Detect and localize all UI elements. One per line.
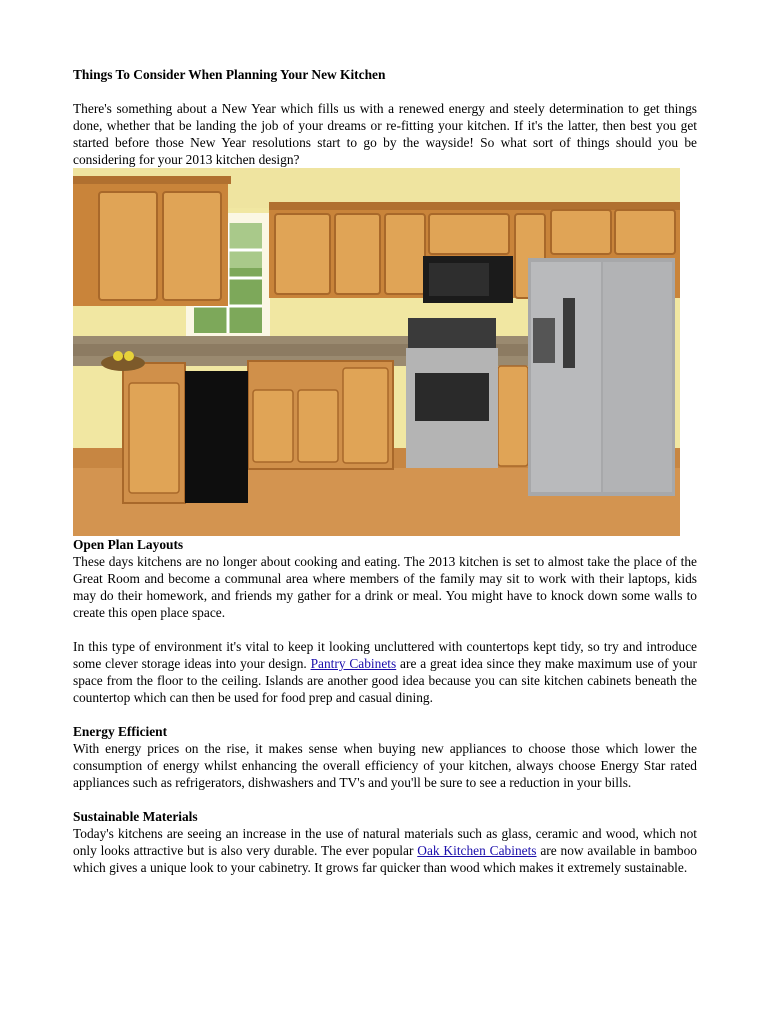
fruit-bowl: [101, 355, 145, 371]
page-title: Things To Consider When Planning Your New Kitchen: [73, 67, 386, 82]
microwave: [423, 256, 513, 303]
stove: [406, 318, 498, 468]
text-span: In this type of environment it's vital to keep it looking uncluttered with countertops kept tidy, so try and introduce some clever storage ideas into your design.: [73, 639, 697, 671]
kitchen-photo: [73, 168, 680, 536]
upper-cabinets-left: [73, 176, 231, 306]
pantry-cabinets-link[interactable]: Pantry Cabinets: [310, 656, 397, 671]
text-span: are now available in bamboo which gives a unique look to your cabinetry. It grows far quicker than wood which makes it extremely sustainable.: [73, 843, 697, 875]
document-content: [73, 66, 697, 876]
section-paragraph: [73, 638, 697, 706]
section-heading: Energy Efficient: [73, 724, 168, 739]
section-heading: Open Plan Layouts: [73, 537, 184, 552]
intro-paragraph: There's something about a New Year which fills us with a renewed energy and steely determination to get things done, whether that be landing the job of your dreams or re-fitting your kitchen. If it's the latter, then best you get started before those New Year resolutions start to go by the wayside! So what sort of things should you be considering for your 2013 kitchen design?: [73, 101, 697, 167]
section-paragraph: With energy prices on the rise, it makes sense when buying new appliances to choose those which lower the consumption of energy whilst enhancing the overall efficiency of your kitchen, always choose Energy Star rated appliances such as refrigerators, dishwashers and TV's and you'll be sure to see a reduction in your bills.: [73, 741, 697, 790]
refrigerator: [528, 258, 675, 496]
dishwasher: [185, 371, 248, 503]
section-paragraph: These days kitchens are no longer about cooking and eating. The 2013 kitchen is set to almost take the place of the Great Room and become a communal area where members of the family may sit to work with their laptops, kids may do their homework, and friends my gather for a drink or meal. You might have to knock down some walls to create this open place space.: [73, 554, 697, 620]
section-heading: Sustainable Materials: [73, 809, 198, 824]
section-paragraph: [73, 825, 697, 876]
text-span: are a great idea since they make maximum use of your space from the floor to the ceiling. Islands are another good idea because you can site kitchen cabinets beneath the countertop which can then be used for food prep and casual dining.: [73, 656, 697, 705]
text-span: Today's kitchens are seeing an increase in the use of natural materials such as glass, ceramic and wood, which not only looks attractive but is also very durable. The ever popular: [73, 826, 697, 858]
oak-kitchen-cabinets-link[interactable]: Oak Kitchen Cabinets: [417, 843, 537, 858]
